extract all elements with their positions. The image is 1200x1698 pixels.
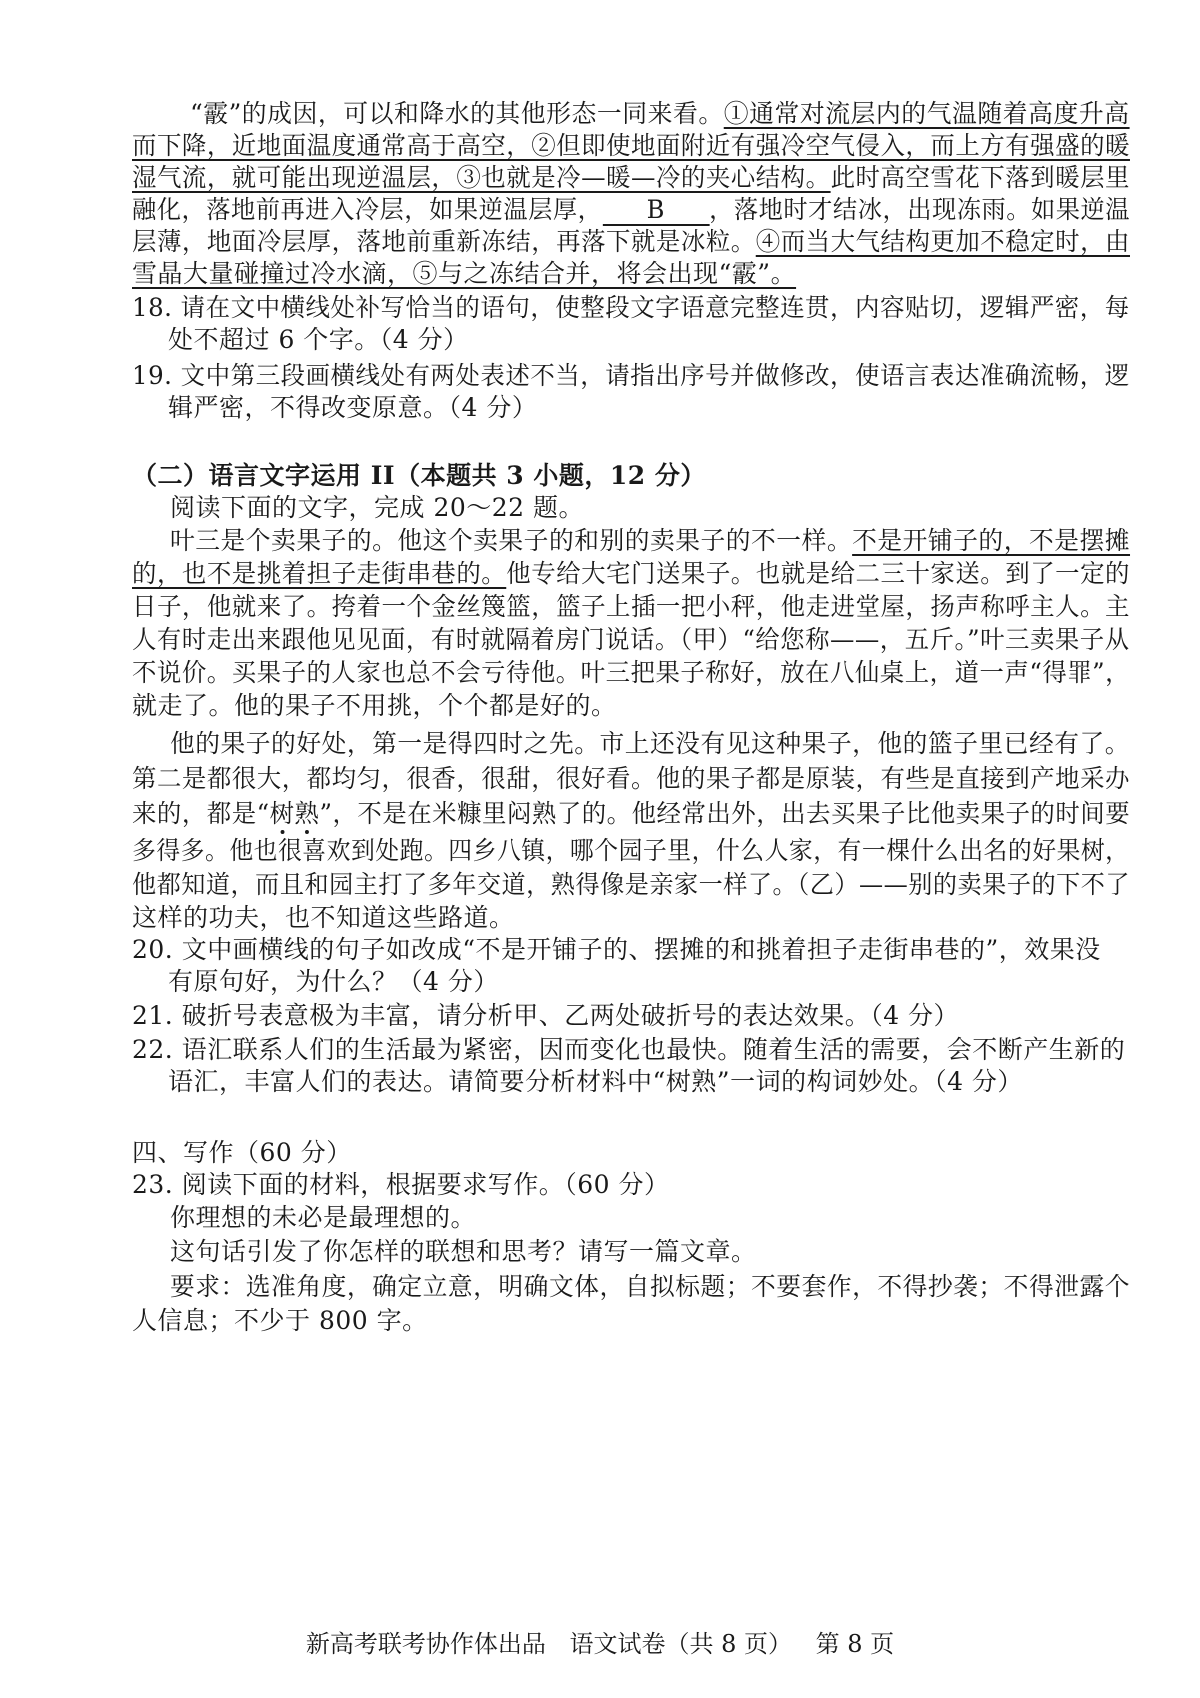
question-22-line-2: 语汇，丰富人们的表达。请简要分析材料中“树熟”一词的构词妙处。（4 分） [168, 1067, 1023, 1096]
footer-publisher: 新高考联考协作体出品 [305, 1630, 546, 1658]
question-23-requirements-line-2: 人信息；不少于 800 字。 [132, 1306, 428, 1335]
underlined-sentence-1: ①通常对流层内的气温随着高度升高 [723, 99, 1130, 128]
passage-line-6 [132, 257, 796, 291]
question-20-line-1: 20. 文中画横线的句子如改成“不是开铺子的、摆摊的和挑着担子走街串巷的”，效果没 [132, 935, 1101, 964]
footer-exam-title: 语文试卷（共 8 页） [569, 1630, 792, 1658]
passage2-line-7: 他的果子的好处，第一是得四时之先。市上还没有见这种果子，他的篮子里已经有了。 [170, 729, 1131, 758]
question-20-line-2: 有原句好，为什么？（4 分） [168, 967, 499, 996]
question-23-line-1: 23. 阅读下面的材料，根据要求写作。（60 分） [132, 1170, 670, 1199]
question-21-line-1: 21. 破折号表意极为丰富，请分析甲、乙两处破折号的表达效果。（4 分） [132, 1001, 960, 1030]
passage2-line-5: 不说价。买果子的人家也总不会亏待他。叶三把果子称好，放在八仙桌上，道一声“得罪”， [132, 658, 1131, 687]
footer-page-number: 第 8 页 [815, 1630, 895, 1658]
passage2-line-1: 叶三是个卖果子的。他这个卖果子的和别的卖果子的不一样。不是开铺子的，不是摆摊 [170, 526, 1131, 555]
passage2-line-2: 的，也不是挑着担子走街串巷的。他专给大宅门送果子。也就是给二三十家送。到了一定的 [132, 559, 1130, 588]
passage-line-4: 融化，落地前再进入冷层，如果逆温层厚， B ，落地时才结冰，出现冻雨。如果逆温 [132, 195, 1131, 224]
emphasis-dot-char: 熟 [294, 799, 320, 828]
blank-b: B [602, 196, 709, 226]
question-22-line-1: 22. 语汇联系人们的生活最为紧密，因而变化也最快。随着生活的需要，会不断产生新的 [132, 1035, 1126, 1064]
page-footer [0, 1628, 1200, 1660]
passage2-line-4: 人有时走出来跟他见见面，有时就隔着房门说话。（甲）“给您称——，五斤。”叶三卖果子从 [132, 625, 1130, 654]
question-19-line-2: 辑严密，不得改变原意。（4 分） [168, 393, 538, 422]
underlined-sentence-4: ④而当大气结构更加不稳定时，由 [755, 227, 1130, 256]
passage2-line-6: 就走了。他的果子不用挑，个个都是好的。 [132, 691, 617, 720]
passage2-line-3: 日子，他就来了。挎着一个金丝篾篮，篮子上插一把小秤，他走进堂屋，扬声称呼主人。主 [132, 592, 1130, 621]
question-23-material: 你理想的未必是最理想的。 [170, 1203, 477, 1232]
passage-line-3: 湿气流，就可能出现逆温层，③也就是冷—暖—冷的夹心结构。此时高空雪花下落到暖层里 [132, 163, 1130, 192]
underlined-sentence-3: 湿气流，就可能出现逆温层，③也就是冷—暖—冷的夹心结构。 [132, 163, 831, 192]
section-2-intro: 阅读下面的文字，完成 20～22 题。 [170, 493, 585, 522]
question-19-line-1: 19. 文中第三段画横线处有两处表述不当，请指出序号并做修改，使语言表达准确流畅，逻 [132, 361, 1130, 390]
question-18-line-2: 处不超过 6 个字。（4 分） [168, 325, 469, 354]
passage2-line-9: 来的，都是“树熟”，不是在米糠里闷熟了的。他经常出外，出去买果子比他卖果子的时间要 [132, 799, 1131, 828]
underlined-sentence-b: 的，也不是挑着担子走街串巷的。 [132, 559, 507, 588]
underlined-sentence-2: 而下降，近地面温度通常高于高空，②但即使地面附近有强冷空气侵入，而上方有强盛的暖 [132, 131, 1130, 160]
passage2-line-10: 多得多。他也很喜欢到处跑。四乡八镇，哪个园子里，什么人家，有一棵什么出名的好果树， [132, 836, 1130, 865]
passage2-line-8: 第二是都很大，都均匀，很香，很甜，很好看。他的果子都是原装，有些是直接到产地采办 [132, 764, 1130, 793]
question-23-prompt: 这句话引发了你怎样的联想和思考？请写一篇文章。 [170, 1237, 757, 1266]
passage2-line-11: 他都知道，而且和园主打了多年交道，熟得像是亲家一样了。（乙）——别的卖果子的下不了 [132, 870, 1130, 899]
question-23-requirements-line-1: 要求：选准角度，确定立意，明确文体，自拟标题；不要套作，不得抄袭；不得泄露个 [170, 1272, 1131, 1301]
section-4-heading: 四、写作（60 分） [132, 1138, 352, 1167]
underlined-sentence-a: 不是开铺子的，不是摆摊 [852, 526, 1131, 555]
passage-line-2 [132, 129, 1130, 163]
passage-line-5: 层薄，地面冷层厚，落地前重新冻结，再落下就是冰粒。④而当大气结构更加不稳定时，由 [132, 227, 1130, 256]
section-2-heading: （二）语言文字运用 II（本题共 3 小题，12 分） [132, 461, 706, 490]
passage2-line-12: 这样的功夫，也不知道这些路道。 [132, 903, 515, 932]
question-18-line-1: 18. 请在文中横线处补写恰当的语句，使整段文字语意完整连贯，内容贴切，逻辑严密，每 [132, 293, 1130, 322]
passage-line-1: “霰”的成因，可以和降水的其他形态一同来看。①通常对流层内的气温随着高度升高 [190, 99, 1130, 128]
emphasis-dot-char: 树 [269, 799, 295, 828]
underlined-sentence-5: 雪晶大量碰撞过冷水滴，⑤与之冻结合并，将会出现“霰”。 [132, 259, 797, 288]
